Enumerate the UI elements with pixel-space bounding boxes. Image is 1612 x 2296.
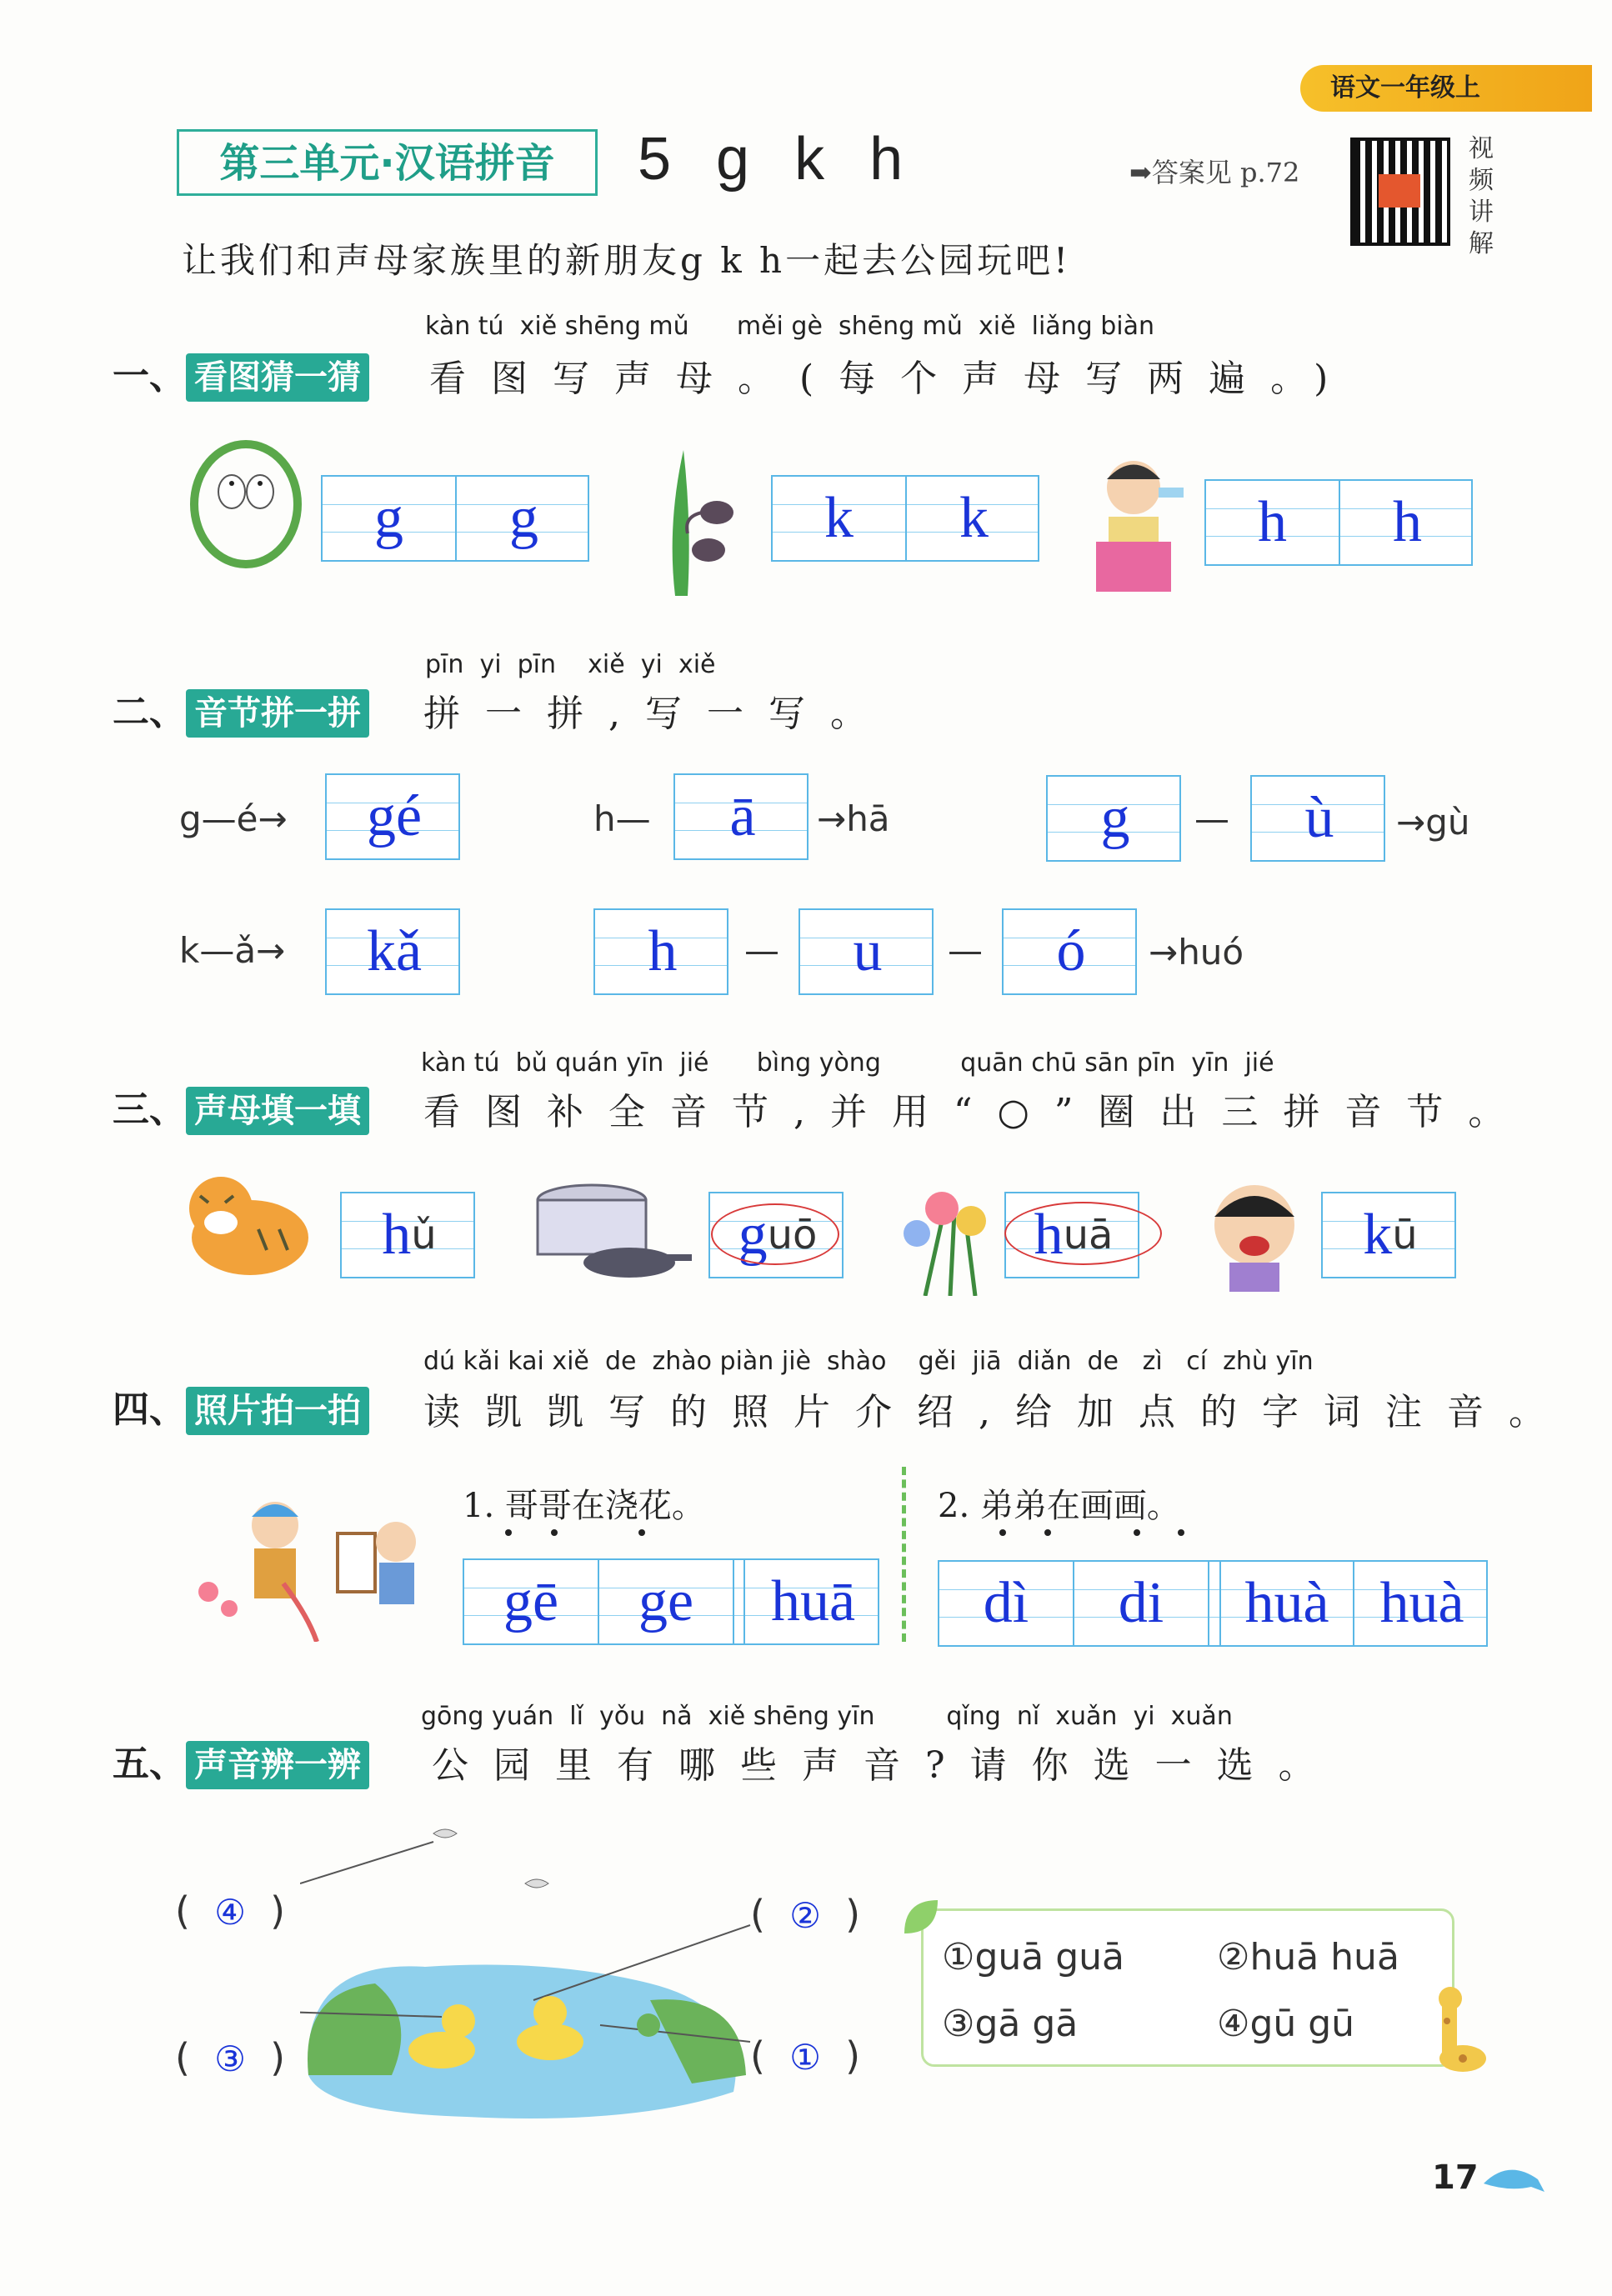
s4-dot <box>999 1529 1006 1536</box>
s4-box-1[interactable] <box>463 1558 879 1645</box>
s1-answer-box-1[interactable] <box>321 475 589 562</box>
s1-answer-3a: h <box>1206 481 1340 564</box>
intro-text: 让我们和声母家族里的新朋友g k h一起去公园玩吧! <box>182 240 1071 281</box>
tadpole-grass-illustration <box>650 442 742 600</box>
s4-dot <box>1178 1529 1184 1536</box>
s2-pinyin: pīn yi pīn xiě yi xiě <box>425 650 716 679</box>
sound-options-box <box>921 1908 1454 2067</box>
s4-dot <box>505 1529 512 1536</box>
s1-instruction: 看图写声母。(每个声母写两遍。) <box>429 358 1354 400</box>
s2-r1-mid-box[interactable] <box>673 773 809 860</box>
s3-circle-3 <box>1004 1202 1162 1265</box>
s2-r2-dash2: — <box>948 930 983 971</box>
s3-pinyin: kàn tú bǔ quán yīn jié bìng yòng quān chū sān pīn yīn jié <box>421 1048 1274 1078</box>
s2-r2-c: ó <box>1056 919 1086 983</box>
s2-r2-answer: kǎ <box>366 919 423 983</box>
s1-answer-1a: g <box>323 477 457 560</box>
tiger-illustration <box>175 1171 329 1288</box>
s5-tag: 声音辨一辨 <box>186 1741 369 1789</box>
flowers-illustration <box>892 1171 1000 1296</box>
s2-r2-result: →huó <box>1149 932 1244 973</box>
s4-dot <box>551 1529 558 1536</box>
s2-r1-right-b: ù <box>1304 786 1334 850</box>
s1-answer-2b: k <box>959 486 989 550</box>
s3-initial-1: h <box>382 1203 412 1267</box>
s3-number: 三、 <box>113 1088 186 1131</box>
giraffe-icon <box>1425 1983 1492 2075</box>
brothers-illustration <box>183 1483 433 1642</box>
s4-dot <box>638 1529 645 1536</box>
s3-initial-4: k <box>1363 1203 1393 1267</box>
s2-r2-box-b[interactable] <box>798 908 934 995</box>
s2-r1-right-result: →gù <box>1396 802 1470 843</box>
s4-pinyin: dú kǎi kai xiě de zhào piàn jiè shào gěi jiā diǎn de zì cí zhù yīn <box>423 1347 1314 1376</box>
page-number: 17 <box>1432 2158 1479 2197</box>
answer-reference: ➡答案见 p.72 <box>1129 157 1300 188</box>
s2-r1-mid-answer: ā <box>729 784 756 848</box>
s3-cell-4 <box>1323 1193 1458 1277</box>
s1-pinyin: kàn tú xiě shēng mǔ měi gè shēng mǔ xiě liǎng biàn <box>425 312 1155 341</box>
s4-ans-2b: di <box>1074 1562 1209 1645</box>
s4-ans-2a: dì <box>939 1562 1074 1645</box>
option-4: ④gū gū <box>1217 2003 1355 2045</box>
video-label: 视频讲解 <box>1469 134 1494 258</box>
s2-r1-right-a: g <box>1100 786 1130 850</box>
s2-heading <box>113 682 369 738</box>
s4-sentence-1: 1. 哥哥在浇花。 <box>463 1487 705 1525</box>
s5-answer-mid-right: ① <box>789 2039 821 2078</box>
s3-final-4: ū <box>1392 1212 1418 1258</box>
s2-r2-dash1: — <box>744 930 779 971</box>
s4-divider <box>902 1467 906 1642</box>
s2-r2-b: u <box>853 919 883 983</box>
s2-r1-right-box-a[interactable] <box>1046 775 1181 862</box>
s2-r1-right-box-b[interactable] <box>1250 775 1385 862</box>
birds-wreath-illustration <box>183 433 308 575</box>
s2-instruction: 拼一拼,写一写。 <box>423 693 892 735</box>
s4-sentence-2: 2. 弟弟在画画。 <box>938 1487 1180 1525</box>
s4-instruction: 读凯凯写的照片介绍,给加点的字词注音。 <box>423 1391 1570 1433</box>
grade-tag: 语文一年级上 <box>1300 65 1592 112</box>
option-2: ②huā huā <box>1217 1936 1399 1978</box>
s3-heading <box>113 1079 369 1135</box>
s2-r2-left: k—ǎ→ <box>179 930 286 971</box>
s5-pinyin: gōng yuán lǐ yǒu nǎ xiě shēng yīn qǐng nǐ xuǎn yi xuǎn <box>421 1702 1233 1731</box>
s5-heading <box>113 1733 369 1789</box>
s3-box-1[interactable] <box>340 1192 475 1278</box>
s4-dot <box>1134 1529 1140 1536</box>
unit-title: 第三单元·汉语拼音 <box>177 129 598 196</box>
leaf-icon <box>900 1896 942 1938</box>
s5-answer-top-left: ④ <box>214 1894 246 1933</box>
s2-r1-left: g—é→ <box>179 798 288 839</box>
dolphin-icon <box>1479 2158 1546 2200</box>
s2-tag: 音节拼一拼 <box>186 689 369 738</box>
pond-scene-illustration <box>300 1825 767 2125</box>
s1-tag: 看图猜一猜 <box>186 353 369 402</box>
s3-initial-2: g <box>738 1203 768 1267</box>
option-3: ③gā gā <box>942 2003 1079 2045</box>
s3-initial-3: h <box>1034 1203 1064 1267</box>
s4-box-2[interactable] <box>938 1560 1488 1647</box>
s4-ans-2d: huà <box>1379 1571 1464 1635</box>
s4-heading <box>113 1379 369 1435</box>
s3-cell-1 <box>342 1193 477 1277</box>
s5-instruction: 公园里有哪些声音?请你选一选。 <box>432 1744 1340 1787</box>
s3-box-4[interactable] <box>1321 1192 1456 1278</box>
boy-drinking-illustration <box>1088 450 1192 596</box>
lesson-title: 5 g k h <box>638 126 905 193</box>
s5-paren-mid-left[interactable]: ( ③ ) <box>175 2035 286 2080</box>
s4-ans-2c: huà <box>1219 1562 1354 1645</box>
s2-r2-a: h <box>648 919 678 983</box>
s1-heading <box>113 346 369 402</box>
s1-answer-box-3[interactable] <box>1204 479 1473 566</box>
qr-code-icon[interactable] <box>1350 138 1450 246</box>
s5-paren-top-right[interactable]: ( ② ) <box>750 1892 861 1937</box>
s2-r1-right-dash: — <box>1194 798 1229 839</box>
s5-paren-mid-right[interactable]: ( ① ) <box>750 2033 861 2078</box>
s3-final-1: ǔ <box>411 1212 437 1258</box>
s4-ans-1a: gē <box>464 1560 599 1643</box>
s4-number: 四、 <box>113 1388 186 1431</box>
s5-paren-top-left[interactable]: ( ④ ) <box>175 1888 286 1933</box>
s1-answer-2a: k <box>773 477 907 560</box>
option-1: ①guā guā <box>942 1936 1124 1978</box>
s5-number: 五、 <box>113 1743 186 1785</box>
s3-instruction: 看图补全音节,并用“○”圈出三拼音节。 <box>423 1091 1530 1133</box>
s4-ans-1c: huā <box>743 1560 881 1643</box>
coughing-boy-illustration <box>1200 1175 1309 1292</box>
s2-r1-mid-left: h— <box>593 798 651 839</box>
s5-answer-top-right: ② <box>789 1898 821 1936</box>
s2-r2-box[interactable] <box>325 908 460 995</box>
s2-r2-box-a[interactable] <box>593 908 728 995</box>
s2-r1-mid-right: →hā <box>817 798 890 839</box>
s1-answer-3b: h <box>1393 490 1422 554</box>
s3-tag: 声母填一填 <box>186 1087 369 1135</box>
s1-answer-box-2[interactable] <box>771 475 1039 562</box>
s4-ans-1b: ge <box>599 1560 734 1643</box>
s3-final-2: uō <box>767 1212 818 1258</box>
s4-tag: 照片拍一拍 <box>186 1387 369 1435</box>
s3-final-3: uā <box>1063 1212 1114 1258</box>
pots-illustration <box>525 1171 692 1288</box>
s5-answer-mid-left: ③ <box>214 2041 246 2079</box>
s2-number: 二、 <box>113 691 186 733</box>
s1-answer-1b: g <box>509 486 538 550</box>
s3-circle-2 <box>711 1203 839 1265</box>
s4-dot <box>1044 1529 1051 1536</box>
s2-r1-box[interactable] <box>325 773 460 860</box>
s2-r1-answer: gé <box>366 784 423 848</box>
s1-number: 一、 <box>113 355 186 398</box>
s2-r2-box-c[interactable] <box>1002 908 1137 995</box>
